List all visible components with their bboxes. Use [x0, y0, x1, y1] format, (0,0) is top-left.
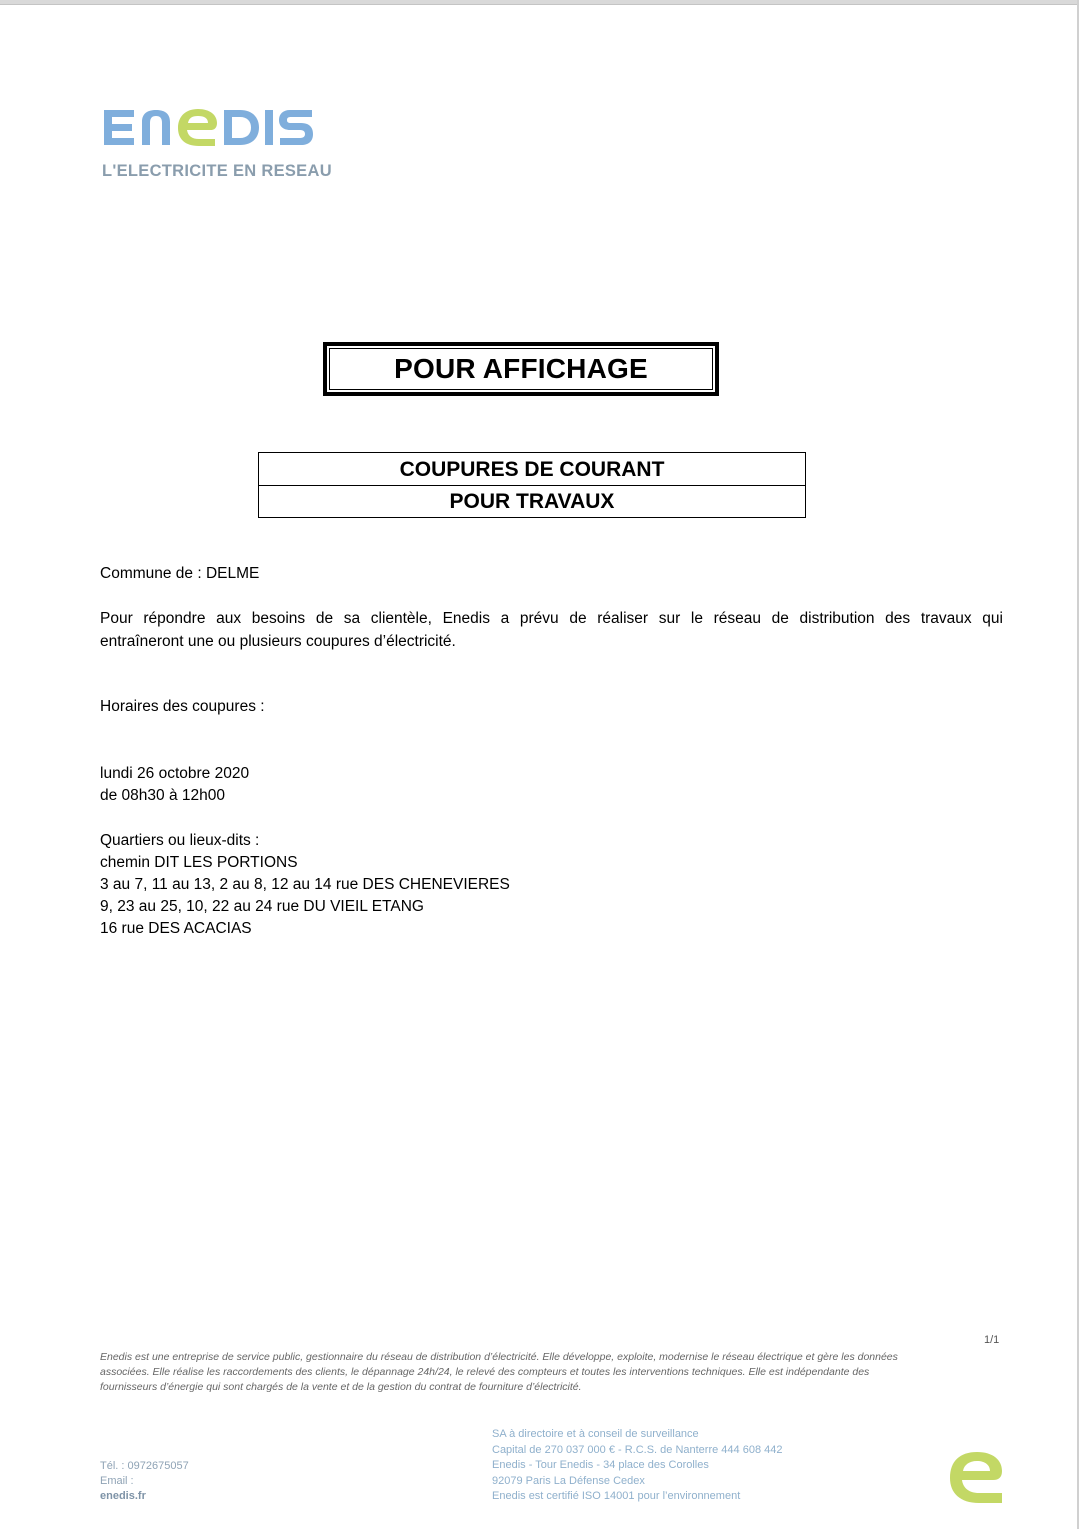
- outage-time: de 08h30 à 12h00: [100, 787, 225, 804]
- footer-website-link[interactable]: enedis.fr: [100, 1490, 146, 1502]
- intro-paragraph-line2: entraîneront une ou plusieurs coupures d’électricité.: [100, 633, 456, 650]
- logo-tagline: L'ELECTRICITE EN RESEAU: [102, 162, 332, 180]
- footer-email: Email :: [100, 1475, 134, 1487]
- quartier-item: 16 rue DES ACACIAS: [100, 920, 252, 937]
- page-number: 1/1: [984, 1334, 1000, 1346]
- quartier-item: chemin DIT LES PORTIONS: [100, 854, 298, 871]
- horaires-label: Horaires des coupures :: [100, 698, 265, 715]
- intro-paragraph-line1: Pour répondre aux besoins de sa clientèle, Enedis a prévu de réaliser sur le réseau de distribution des travaux qui: [100, 610, 1003, 627]
- quartier-item: 9, 23 au 25, 10, 22 au 24 rue DU VIEIL ETANG: [100, 898, 424, 915]
- quartiers-label: Quartiers ou lieux-dits :: [100, 832, 260, 849]
- page-top-edge: [0, 0, 1079, 5]
- disclaimer-line: Enedis est une entreprise de service public, gestionnaire du réseau de distribution d’électricité. Elle développe, exploite, modernise le réseau électrique et gère les données: [100, 1351, 898, 1363]
- coupures-divider: [259, 485, 805, 486]
- coupures-title-box: [258, 452, 806, 518]
- coupures-title-line1: COUPURES DE COURANT: [399, 458, 665, 481]
- company-info-line: Capital de 270 037 000 € - R.C.S. de Nanterre 444 608 442: [492, 1444, 783, 1456]
- footer-phone: Tél. : 0972675057: [100, 1460, 189, 1472]
- affichage-title: POUR AFFICHAGE: [329, 348, 713, 390]
- company-info-line: SA à directoire et à conseil de surveillance: [492, 1428, 699, 1440]
- company-info-line: Enedis est certifié ISO 14001 pour l’environnement: [492, 1490, 741, 1502]
- enedis-e-logo-icon: [948, 1450, 1004, 1506]
- affichage-box: [323, 342, 719, 396]
- coupures-title-line2: POUR TRAVAUX: [449, 490, 615, 513]
- outage-date: lundi 26 octobre 2020: [100, 765, 250, 782]
- enedis-logo-icon: [100, 100, 340, 160]
- company-info-line: Enedis - Tour Enedis - 34 place des Corolles: [492, 1459, 709, 1471]
- commune-label: Commune de : DELME: [100, 565, 260, 582]
- disclaimer-line: associées. Elle réalise les raccordements des clients, le dépannage 24h/24, le relevé des compteurs et toutes les interventions techniques. Elle est indépendante des: [100, 1366, 870, 1378]
- disclaimer-line: fournisseurs d’énergie qui sont chargés de la vente et de la gestion du contrat de fourniture d’électricité.: [100, 1381, 582, 1393]
- company-info-line: 92079 Paris La Défense Cedex: [492, 1475, 645, 1487]
- quartier-item: 3 au 7, 11 au 13, 2 au 8, 12 au 14 rue DES CHENEVIERES: [100, 876, 510, 893]
